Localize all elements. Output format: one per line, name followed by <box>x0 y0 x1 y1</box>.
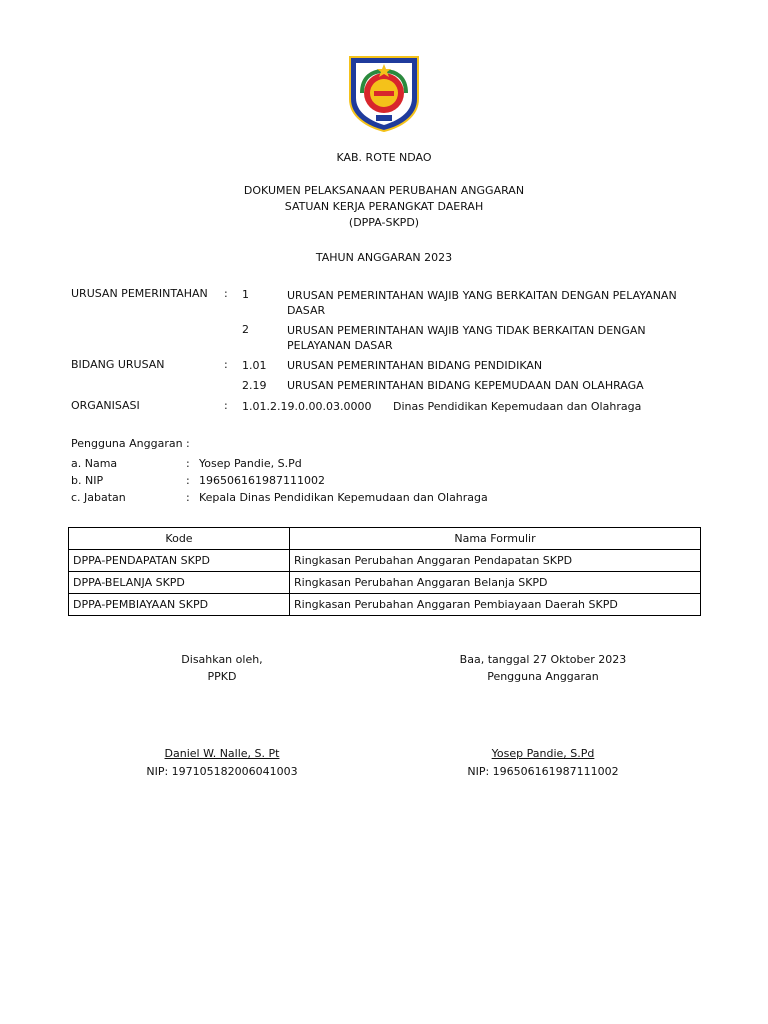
urusan-colon: : <box>224 287 228 300</box>
jabatan-value: Kepala Dinas Pendidikan Kepemudaan dan Olahraga <box>199 491 488 504</box>
organisasi-code: 1.01.2.19.0.00.03.0000 <box>242 400 372 413</box>
row-nama-formulir: Ringkasan Perubahan Anggaran Belanja SKPD <box>290 572 701 594</box>
region-title: KAB. ROTE NDAO <box>336 151 432 164</box>
row-kode: DPPA-BELANJA SKPD <box>69 572 290 594</box>
nama-colon: : <box>186 457 190 470</box>
right-signatory-name: Yosep Pandie, S.Pd <box>491 747 595 760</box>
urusan-text-2 <box>287 323 646 353</box>
pengguna-heading: Pengguna Anggaran : <box>71 437 190 450</box>
urusan-label: URUSAN PEMERINTAHAN <box>71 287 208 300</box>
nama-value: Yosep Pandie, S.Pd <box>199 457 302 470</box>
organisasi-colon: : <box>224 399 228 412</box>
bidang-code-2: 2.19 <box>242 379 267 392</box>
table-header-row <box>69 528 701 550</box>
organisasi-name: Dinas Pendidikan Kepemudaan dan Olahraga <box>393 400 642 413</box>
jabatan-label: c. Jabatan <box>71 491 126 504</box>
row-kode: DPPA-PEMBIAYAAN SKPD <box>69 594 290 616</box>
nama-label: a. Nama <box>71 457 118 470</box>
urusan-text-2-line1: URUSAN PEMERINTAHAN WAJIB YANG TIDAK BERKAITAN DENGAN <box>287 324 646 337</box>
nip-label: b. NIP <box>71 474 104 487</box>
urusan-text-1 <box>287 288 677 318</box>
urusan-text-1-line1: URUSAN PEMERINTAHAN WAJIB YANG BERKAITAN DENGAN PELAYANAN <box>287 289 677 302</box>
document-title-line1: DOKUMEN PELAKSANAAN PERUBAHAN ANGGARAN <box>243 184 525 197</box>
left-signatory-nip: NIP: 197105182006041003 <box>146 765 298 778</box>
document-title-line3: (DPPA-SKPD) <box>348 216 420 229</box>
urusan-code-2: 2 <box>242 323 249 336</box>
right-signatory-nip: NIP: 196506161987111002 <box>467 765 619 778</box>
bidang-code-1: 1.01 <box>242 359 267 372</box>
bidang-colon: : <box>224 358 228 371</box>
organisasi-label: ORGANISASI <box>71 399 140 412</box>
row-nama-formulir: Ringkasan Perubahan Anggaran Pendapatan SKPD <box>290 550 701 572</box>
bidang-text-1: URUSAN PEMERINTAHAN BIDANG PENDIDIKAN <box>287 359 543 372</box>
table-row <box>69 572 701 594</box>
urusan-code-1: 1 <box>242 288 249 301</box>
right-role: Pengguna Anggaran <box>487 670 599 683</box>
jabatan-colon: : <box>186 491 190 504</box>
right-place-date: Baa, tanggal 27 Oktober 2023 <box>459 653 627 666</box>
nip-colon: : <box>186 474 190 487</box>
left-role: PPKD <box>207 670 237 683</box>
document-title-line2: SATUAN KERJA PERANGKAT DAERAH <box>284 200 484 213</box>
budget-year: TAHUN ANGGARAN 2023 <box>315 251 453 264</box>
table-row <box>69 594 701 616</box>
bidang-text-2: URUSAN PEMERINTAHAN BIDANG KEPEMUDAAN DAN OLAHRAGA <box>287 379 644 392</box>
row-kode: DPPA-PENDAPATAN SKPD <box>69 550 290 572</box>
bidang-label: BIDANG URUSAN <box>71 358 165 371</box>
urusan-text-2-line2: PELAYANAN DASAR <box>287 339 393 352</box>
header-nama-formulir: Nama Formulir <box>290 528 701 550</box>
regency-emblem-logo <box>346 53 422 133</box>
left-approval-text: Disahkan oleh, <box>181 653 263 666</box>
form-list-table <box>68 527 701 616</box>
row-nama-formulir: Ringkasan Perubahan Anggaran Pembiayaan Daerah SKPD <box>290 594 701 616</box>
left-signatory-name: Daniel W. Nalle, S. Pt <box>164 747 280 760</box>
table-row <box>69 550 701 572</box>
header-kode: Kode <box>69 528 290 550</box>
nip-value: 196506161987111002 <box>199 474 325 487</box>
urusan-text-1-line2: DASAR <box>287 304 326 317</box>
